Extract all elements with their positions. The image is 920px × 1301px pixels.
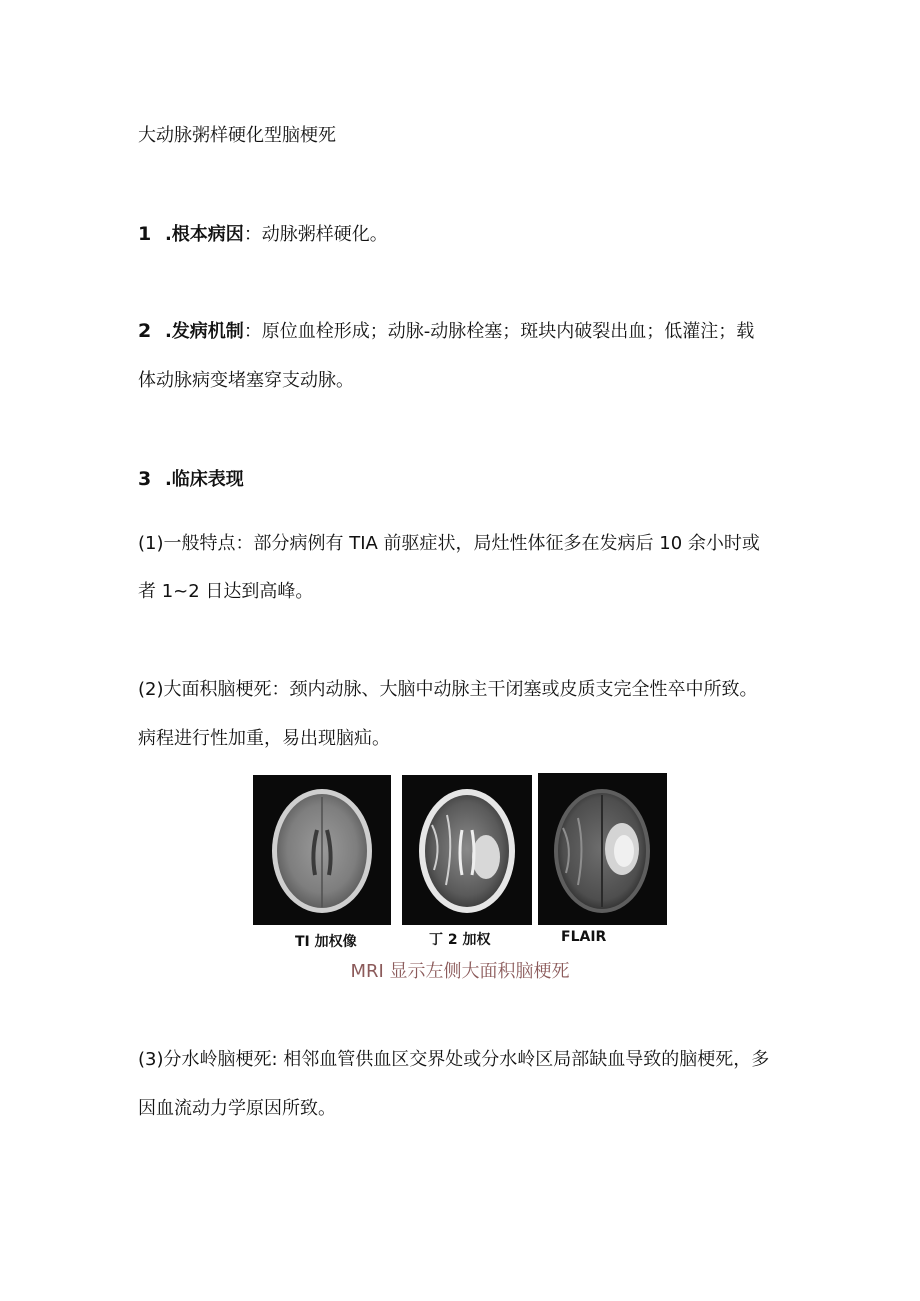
section-3-heading: .临床表现: [164, 469, 244, 490]
section-1: [138, 222, 388, 247]
section-2-text-line1: ：原位血栓形成；动脉-动脉栓塞；斑块内破裂出血；低灌注；载: [243, 321, 755, 342]
mri-label-t1: TI 加权像: [295, 934, 357, 950]
para-1-line2: 者 1~2 日达到高峰。: [138, 581, 314, 602]
para-1-line1: (1)一般特点：部分病例有 TIA 前驱症状，局灶性体征多在发病后 10 余小时或: [138, 533, 760, 554]
para-2-line1: (2)大面积脑梗死：颈内动脉、大脑中动脉主干闭塞或皮质支完全性卒中所致。: [138, 679, 758, 700]
para-3-line1: (3)分水岭脑梗死: 相邻血管供血区交界处或分水岭区局部缺血导致的脑梗死，多: [138, 1049, 770, 1070]
document-title: 大动脉粥样硬化型脑梗死: [138, 125, 336, 146]
section-2-text-line2: 体动脉病变堵塞穿支动脉。: [138, 370, 354, 391]
mri-t2-image: [402, 775, 532, 925]
section-1-text: ：动脉粥样硬化。: [243, 224, 388, 245]
mri-label-flair: FLAIR: [561, 929, 607, 945]
figure-caption: MRI 显示左侧大面积脑梗死: [350, 961, 570, 982]
mri-flair-image: [538, 773, 667, 925]
section-1-heading: .根本病因: [164, 224, 244, 245]
mri-t1-image: [253, 775, 391, 925]
mri-figure: [253, 773, 667, 983]
section-1-number: 1: [138, 223, 152, 245]
section-2: [138, 319, 754, 344]
section-3-number: 3: [138, 468, 152, 490]
section-3: [138, 467, 244, 492]
mri-label-t2: 丁 2 加权: [429, 932, 491, 948]
section-2-heading: .发病机制: [164, 321, 244, 342]
section-2-number: 2: [138, 320, 152, 342]
para-3-line2: 因血流动力学原因所致。: [138, 1098, 336, 1119]
para-2-line2: 病程进行性加重，易出现脑疝。: [138, 728, 390, 749]
